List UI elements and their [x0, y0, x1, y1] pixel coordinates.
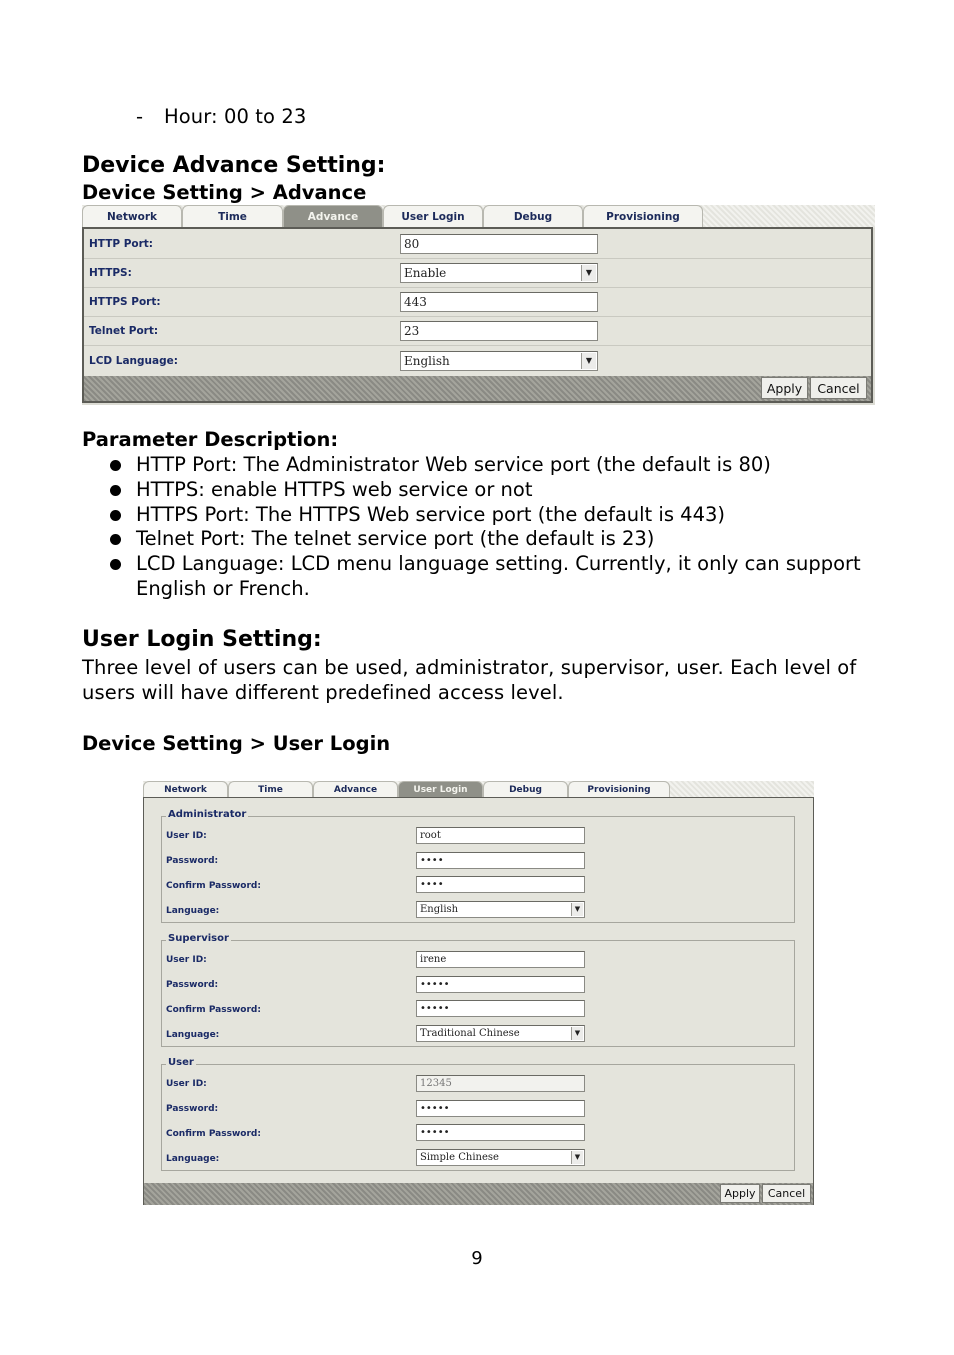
filled-circle-icon — [110, 485, 121, 496]
form-row-https-port — [84, 288, 871, 317]
page-number: 9 — [471, 1248, 483, 1269]
triangle-down-icon[interactable]: ▼ — [571, 1027, 583, 1040]
telnet-port-label: Telnet Port: — [89, 325, 159, 337]
apply-button[interactable]: Apply — [761, 377, 808, 399]
advance-heading: Device Advance Setting: — [82, 153, 386, 178]
user-confirm-password-input[interactable]: ••••• — [416, 1124, 585, 1141]
tab-bar — [143, 781, 814, 798]
user-login-heading: User Login Setting: — [82, 627, 322, 652]
lcd-language-label: LCD Language: — [89, 355, 178, 367]
https-port-input[interactable]: 443 — [400, 292, 598, 312]
user-confirm-password-label: Confirm Password: — [166, 1129, 261, 1139]
user-user-id-input[interactable]: 12345 — [416, 1075, 585, 1092]
user-login-form — [143, 797, 814, 1205]
advance-form — [82, 227, 873, 403]
administrator-group-title: Administrator — [168, 809, 247, 820]
admin-language-select[interactable] — [416, 901, 585, 918]
hour-range-text: Hour: 00 to 23 — [164, 105, 307, 128]
triangle-down-icon[interactable]: ▼ — [581, 353, 596, 369]
tab-provisioning[interactable]: Provisioning — [583, 205, 703, 228]
filled-circle-icon — [110, 559, 121, 570]
user-language-select[interactable] — [416, 1149, 585, 1166]
user-password-input[interactable]: ••••• — [416, 1100, 585, 1117]
form-row-https — [84, 259, 871, 288]
https-select[interactable] — [400, 263, 598, 283]
tab-advance[interactable]: Advance — [313, 781, 398, 798]
advance-path: Device Setting > Advance — [82, 181, 367, 204]
admin-language-label: Language: — [166, 906, 220, 916]
user-user-id-label: User ID: — [166, 1079, 207, 1089]
user-language-label: Language: — [166, 1154, 220, 1164]
admin-user-id-input[interactable]: root — [416, 827, 585, 844]
parameter-list — [108, 453, 868, 602]
supervisor-language-label: Language: — [166, 1030, 220, 1040]
triangle-down-icon[interactable]: ▼ — [571, 903, 583, 916]
supervisor-confirm-password-label: Confirm Password: — [166, 1005, 261, 1015]
list-item: Telnet Port: The telnet service port (the default is 23) — [108, 527, 868, 552]
supervisor-user-id-input[interactable]: irene — [416, 951, 585, 968]
admin-user-id-label: User ID: — [166, 831, 207, 841]
admin-password-input[interactable]: •••• — [416, 852, 585, 869]
list-item: HTTPS Port: The HTTPS Web service port (the default is 443) — [108, 503, 868, 528]
admin-language-value: English — [420, 904, 459, 915]
user-login-screenshot — [143, 781, 814, 1205]
tab-advance[interactable]: Advance — [283, 205, 383, 228]
lcd-language-select[interactable] — [400, 351, 598, 371]
advance-screenshot — [82, 205, 875, 405]
supervisor-confirm-password-input[interactable]: ••••• — [416, 1000, 585, 1017]
list-item: HTTP Port: The Administrator Web service port (the default is 80) — [108, 453, 868, 478]
tab-user-login[interactable]: User Login — [383, 205, 483, 228]
tab-bar — [82, 205, 875, 228]
user-group-title: User — [168, 1057, 194, 1068]
telnet-port-input[interactable]: 23 — [400, 321, 598, 341]
list-dash: - — [136, 105, 144, 128]
user-password-label: Password: — [166, 1104, 219, 1114]
https-label: HTTPS: — [89, 267, 132, 279]
filled-circle-icon — [110, 510, 121, 521]
user-login-path: Device Setting > User Login — [82, 732, 391, 755]
lcd-language-value: English — [404, 354, 450, 368]
cancel-button[interactable]: Cancel — [762, 1184, 811, 1203]
tab-time[interactable]: Time — [182, 205, 283, 228]
user-login-description: Three level of users can be used, administrator, supervisor, user. Each level of users will have different predefined access level. — [82, 656, 857, 704]
list-item: LCD Language: LCD menu language setting. Currently, it only can support English or French. — [108, 552, 868, 602]
admin-password-label: Password: — [166, 856, 219, 866]
filled-circle-icon — [110, 460, 121, 471]
supervisor-language-select[interactable] — [416, 1025, 585, 1042]
form-row-telnet-port — [84, 317, 871, 346]
http-port-label: HTTP Port: — [89, 238, 154, 250]
tab-network[interactable]: Network — [143, 781, 228, 798]
supervisor-user-id-label: User ID: — [166, 955, 207, 965]
user-language-value: Simple Chinese — [420, 1152, 499, 1163]
cancel-button[interactable]: Cancel — [810, 377, 867, 399]
triangle-down-icon[interactable]: ▼ — [581, 265, 596, 281]
https-port-label: HTTPS Port: — [89, 296, 161, 308]
tab-debug[interactable]: Debug — [483, 781, 568, 798]
tab-user-login[interactable]: User Login — [398, 781, 483, 798]
supervisor-language-value: Traditional Chinese — [420, 1028, 520, 1039]
https-select-value: Enable — [404, 266, 447, 280]
supervisor-password-input[interactable]: ••••• — [416, 976, 585, 993]
apply-button[interactable]: Apply — [720, 1184, 760, 1203]
tab-time[interactable]: Time — [228, 781, 313, 798]
user-login-button-bar — [144, 1183, 813, 1205]
advance-button-bar — [84, 376, 871, 401]
http-port-input[interactable]: 80 — [400, 234, 598, 254]
tab-network[interactable]: Network — [82, 205, 182, 228]
triangle-down-icon[interactable]: ▼ — [571, 1151, 583, 1164]
tab-debug[interactable]: Debug — [483, 205, 583, 228]
filled-circle-icon — [110, 534, 121, 545]
parameter-heading: Parameter Description: — [82, 428, 339, 451]
admin-confirm-password-input[interactable]: •••• — [416, 876, 585, 893]
tab-provisioning[interactable]: Provisioning — [568, 781, 670, 798]
supervisor-group-title: Supervisor — [168, 933, 229, 944]
admin-confirm-password-label: Confirm Password: — [166, 881, 261, 891]
supervisor-password-label: Password: — [166, 980, 219, 990]
form-row-lcd-language — [84, 346, 871, 376]
list-item: HTTPS: enable HTTPS web service or not — [108, 478, 868, 503]
form-row-http-port — [84, 229, 871, 259]
